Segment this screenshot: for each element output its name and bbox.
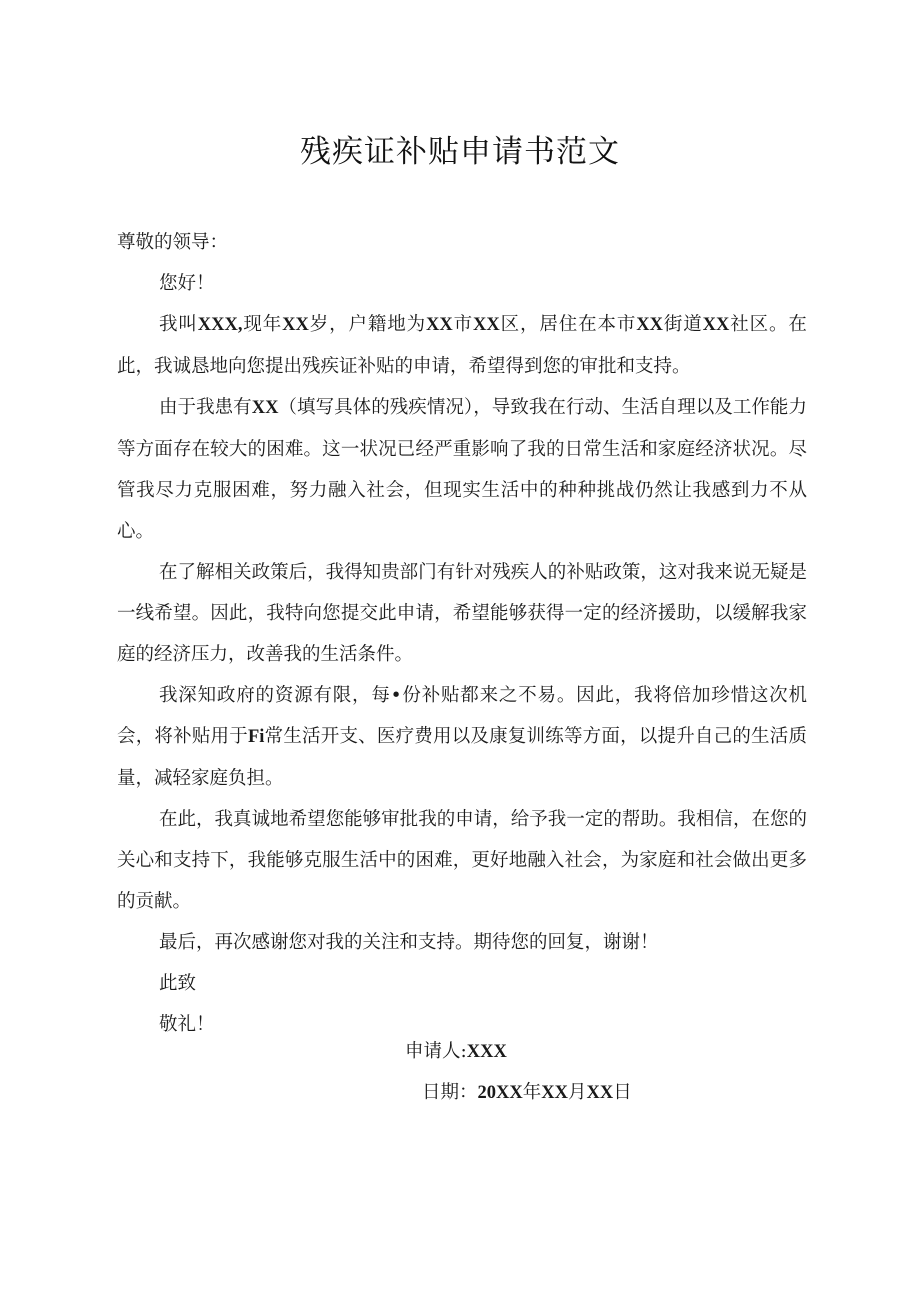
text-segment: 我叫: [159, 314, 198, 335]
date-month: XX: [541, 1083, 568, 1103]
text-segment: 区，居住在本市: [499, 314, 637, 335]
application-date: [422, 1072, 632, 1114]
text-segment: （填写具体的残疾情况），导致我在行动、生活自理以及工作能力等方面存在较大的困难。这一状况已经严重影响了我的日常生活和家庭经济状况。尽管我尽力克服困难，努力融入社会，但现实生活中的种种挑战仍然让我感到力不从心。: [117, 397, 807, 542]
placeholder-city: XX: [426, 315, 453, 335]
text-segment: 岁，户籍地为: [308, 314, 427, 335]
paragraph-usage: [117, 675, 807, 799]
closing-jingli: 敬礼！: [159, 1014, 215, 1035]
text-segment: 社区。在此，我诚恳地向您提出残疾证补贴的申请，希望得到您的审批和支持。: [117, 314, 807, 377]
document-title: 残疾证补贴申请书范文: [300, 134, 620, 170]
text-segment: 市: [452, 314, 474, 335]
placeholder-community: XX: [702, 315, 730, 335]
text-segment: 由于我患有: [159, 397, 252, 418]
text-segment: 常生活开支、医疗费用以及康复训练等方面，以提升自己的生活质量，减轻家庭负担。: [117, 726, 807, 789]
salutation: 尊敬的领导：: [117, 232, 229, 253]
letter-body: [117, 222, 807, 1045]
date-day: XX: [586, 1083, 614, 1103]
placeholder-age: XX: [282, 315, 309, 335]
placeholder-street: XX: [636, 315, 664, 335]
paragraph-thanks: 最后，再次感谢您对我的关注和支持。期待您的回复，谢谢！: [159, 932, 659, 953]
placeholder-disability: XX: [251, 398, 279, 418]
date-year: 20XX: [477, 1083, 523, 1103]
text-segment: 我深知政府的资源有限，每•份补贴都来之不易。因此，我将倍加珍惜这次机会，将补贴用于: [117, 685, 807, 747]
applicant-label: 申请人:: [405, 1041, 467, 1062]
applicant-name: XXX: [466, 1042, 507, 1062]
placeholder-district: XX: [473, 315, 500, 335]
greeting: 您好！: [159, 273, 215, 294]
paragraph-introduction: [117, 304, 807, 387]
date-month-unit: 月: [568, 1082, 587, 1103]
date-label: 日期：: [422, 1082, 478, 1103]
text-segment: 街道: [663, 314, 703, 335]
closing-cizhi: 此致: [159, 973, 197, 994]
ocr-artifact: Fi: [247, 727, 265, 747]
placeholder-name: XXX,: [197, 315, 243, 335]
text-segment: 现年: [242, 314, 283, 335]
date-day-unit: 日: [613, 1082, 632, 1103]
paragraph-condition: [117, 387, 807, 552]
date-year-unit: 年: [522, 1082, 542, 1103]
applicant-signature: [405, 1031, 507, 1073]
paragraph-hope: 在此，我真诚地希望您能够审批我的申请，给予我一定的帮助。我相信，在您的关心和支持下，我能够克服生活中的困难，更好地融入社会，为家庭和社会做出更多的贡献。: [117, 809, 807, 912]
paragraph-policy: 在了解相关政策后，我得知贵部门有针对残疾人的补贴政策，这对我来说无疑是一线希望。因此，我特向您提交此申请，希望能够获得一定的经济援助，以缓解我家庭的经济压力，改善我的生活条件。: [117, 562, 807, 665]
